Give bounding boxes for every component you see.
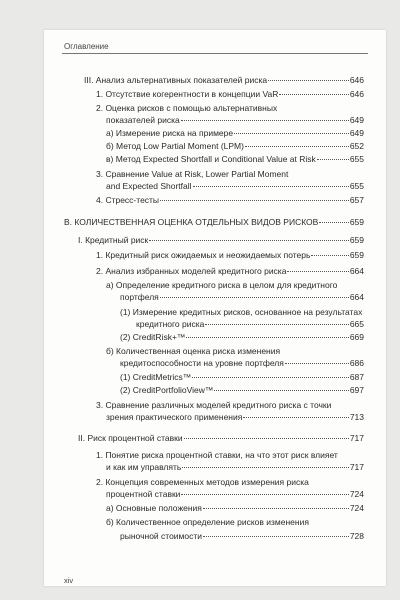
toc-entry	[106, 115, 364, 126]
leader-dots	[182, 467, 349, 468]
toc-page-number: 724	[349, 503, 364, 513]
toc-page-number: 717	[349, 462, 364, 472]
toc-entry	[120, 531, 364, 542]
toc-page-number: 664	[349, 292, 364, 302]
toc-entry	[120, 385, 364, 396]
toc-entry	[106, 128, 364, 139]
toc-entry-label: I. Кредитный риск	[78, 235, 149, 245]
toc-entry	[96, 250, 364, 261]
toc-entry-label: В. КОЛИЧЕСТВЕННАЯ ОЦЕНКА ОТДЕЛЬНЫХ ВИДОВ РИСКОВ	[64, 217, 319, 227]
toc-entry	[106, 141, 364, 152]
toc-entry-label: рыночной стоимости	[120, 531, 203, 541]
toc-entry-label: кредитоспособности на уровне портфеля	[120, 358, 284, 368]
toc-entry	[106, 489, 364, 500]
toc-page-number: 665	[349, 319, 364, 329]
leader-dots	[181, 120, 349, 121]
leader-dots	[317, 159, 349, 160]
leader-dots	[184, 438, 349, 439]
toc-entry	[120, 292, 364, 303]
toc-entry-label: процентной ставки	[106, 489, 181, 499]
toc-entry	[120, 332, 364, 343]
toc-entry-label: 2. Концепция современных методов измерения риска	[96, 477, 309, 487]
toc-page-number: 652	[349, 141, 364, 151]
leader-dots	[285, 363, 349, 364]
toc-entry	[106, 346, 364, 357]
toc-entry	[96, 477, 364, 488]
toc-entry-label: 2. Оценка рисков с помощью альтернативных	[96, 103, 278, 113]
leader-dots	[205, 324, 348, 325]
toc-entry-label: а) Измерение риска на примере	[106, 128, 234, 138]
leader-dots	[160, 200, 349, 201]
toc-page-number: 646	[349, 75, 364, 85]
toc-page-number: 686	[349, 358, 364, 368]
leader-dots	[203, 508, 349, 509]
toc-entry-label: 1. Понятие риска процентной ставки, на что этот риск влияет	[96, 450, 338, 460]
toc-entry	[96, 400, 364, 411]
page-number: xiv	[64, 576, 74, 585]
toc-entry-label: (1) CreditMetrics™	[120, 372, 192, 382]
toc-entry-label: 1. Отсутствие когерентности в концепции VaR	[96, 89, 279, 99]
toc-entry	[106, 462, 364, 473]
toc-entry	[120, 358, 364, 369]
toc-entry-label: и как им управлять	[106, 462, 182, 472]
toc-entry-label: б) Количественное определение рисков изменения	[106, 517, 309, 527]
toc-entry-label: and Expected Shortfall	[106, 181, 192, 191]
toc-entry	[64, 217, 364, 228]
toc-entry	[120, 372, 364, 383]
toc-entry-label: показателей риска	[106, 115, 180, 125]
leader-dots	[234, 133, 349, 134]
leader-dots	[203, 536, 349, 537]
toc-entry-label: (1) Измерение кредитных рисков, основанное на результатах	[120, 307, 363, 317]
leader-dots	[287, 271, 348, 272]
toc-entry-label: портфеля	[120, 292, 159, 302]
toc-entry-label: 1. Кредитный риск ожидаемых и неожидаемых потерь	[96, 250, 311, 260]
toc-page-number: 724	[349, 489, 364, 499]
toc-entry-label: в) Метод Expected Shortfall и Conditional Value at Risk	[106, 154, 316, 164]
toc-entry-label: (2) CreditRisk+™	[120, 332, 186, 342]
toc-page-number: 669	[349, 332, 364, 342]
toc-page-number: 664	[349, 266, 364, 276]
toc-entry-label: 4. Стресс-тесты	[96, 195, 160, 205]
toc-entry-label: 3. Сравнение различных моделей кредитного риска с точки	[96, 400, 332, 410]
toc-entry	[78, 235, 364, 246]
toc-entry	[106, 181, 364, 192]
leader-dots	[186, 337, 348, 338]
toc-entry	[84, 75, 364, 86]
toc-entry-label: 2. Анализ избранных моделей кредитного риска	[96, 266, 287, 276]
running-header: Оглавление	[64, 42, 109, 51]
leader-dots	[319, 222, 348, 223]
leader-dots	[214, 390, 348, 391]
toc-entry-label: б) Метод Low Partial Moment (LPM)	[106, 141, 244, 151]
toc-entry	[96, 89, 364, 100]
book-page	[44, 30, 386, 586]
toc-page-number: 657	[349, 195, 364, 205]
toc-entry	[78, 433, 364, 444]
toc-entry	[96, 195, 364, 206]
toc-entry-label: б) Количественная оценка риска изменения	[106, 346, 281, 356]
toc-entry	[96, 450, 364, 461]
toc-entry	[106, 503, 364, 514]
toc-entry-label: (2) CreditPortfolioView™	[120, 385, 214, 395]
toc-page-number: 649	[349, 128, 364, 138]
toc-page-number: 728	[349, 531, 364, 541]
toc-entry	[106, 154, 364, 165]
toc-page-number: 717	[349, 433, 364, 443]
leader-dots	[160, 297, 349, 298]
toc-page-number: 659	[349, 235, 364, 245]
toc-entry	[120, 307, 364, 318]
toc-entry-label: 3. Сравнение Value at Risk, Lower Partial Moment	[96, 169, 289, 179]
toc-page-number: 649	[349, 115, 364, 125]
toc-entry-label: зрения практического применения	[106, 412, 243, 422]
leader-dots	[311, 255, 348, 256]
toc-entry	[106, 280, 364, 291]
toc-entry	[106, 412, 364, 423]
leader-dots	[149, 240, 349, 241]
toc-entry-label: кредитного риска	[136, 319, 205, 329]
toc-entry	[96, 266, 364, 277]
leader-dots	[245, 146, 349, 147]
toc-entry-label: а) Основные положения	[106, 503, 202, 513]
toc-entry	[136, 319, 364, 330]
toc-entry	[96, 103, 364, 114]
toc-entry	[106, 517, 364, 528]
toc-entry-label: а) Определение кредитного риска в целом для кредитного	[106, 280, 338, 290]
toc-entry	[96, 169, 364, 180]
toc-page-number: 687	[349, 372, 364, 382]
toc-page-number: 655	[349, 154, 364, 164]
toc-page-number: 697	[349, 385, 364, 395]
leader-dots	[193, 186, 349, 187]
leader-dots	[268, 80, 349, 81]
leader-dots	[192, 377, 349, 378]
leader-dots	[279, 94, 348, 95]
toc-entry-label: III. Анализ альтернативных показателей риска	[84, 75, 268, 85]
toc-page-number: 713	[349, 412, 364, 422]
header-divider	[62, 53, 368, 54]
toc-page-number: 655	[349, 181, 364, 191]
leader-dots	[181, 494, 348, 495]
toc-page-number: 659	[349, 250, 364, 260]
toc-page-number: 646	[349, 89, 364, 99]
toc-page-number: 659	[349, 217, 364, 227]
toc-entry-label: II. Риск процентной ставки	[78, 433, 183, 443]
leader-dots	[243, 417, 348, 418]
